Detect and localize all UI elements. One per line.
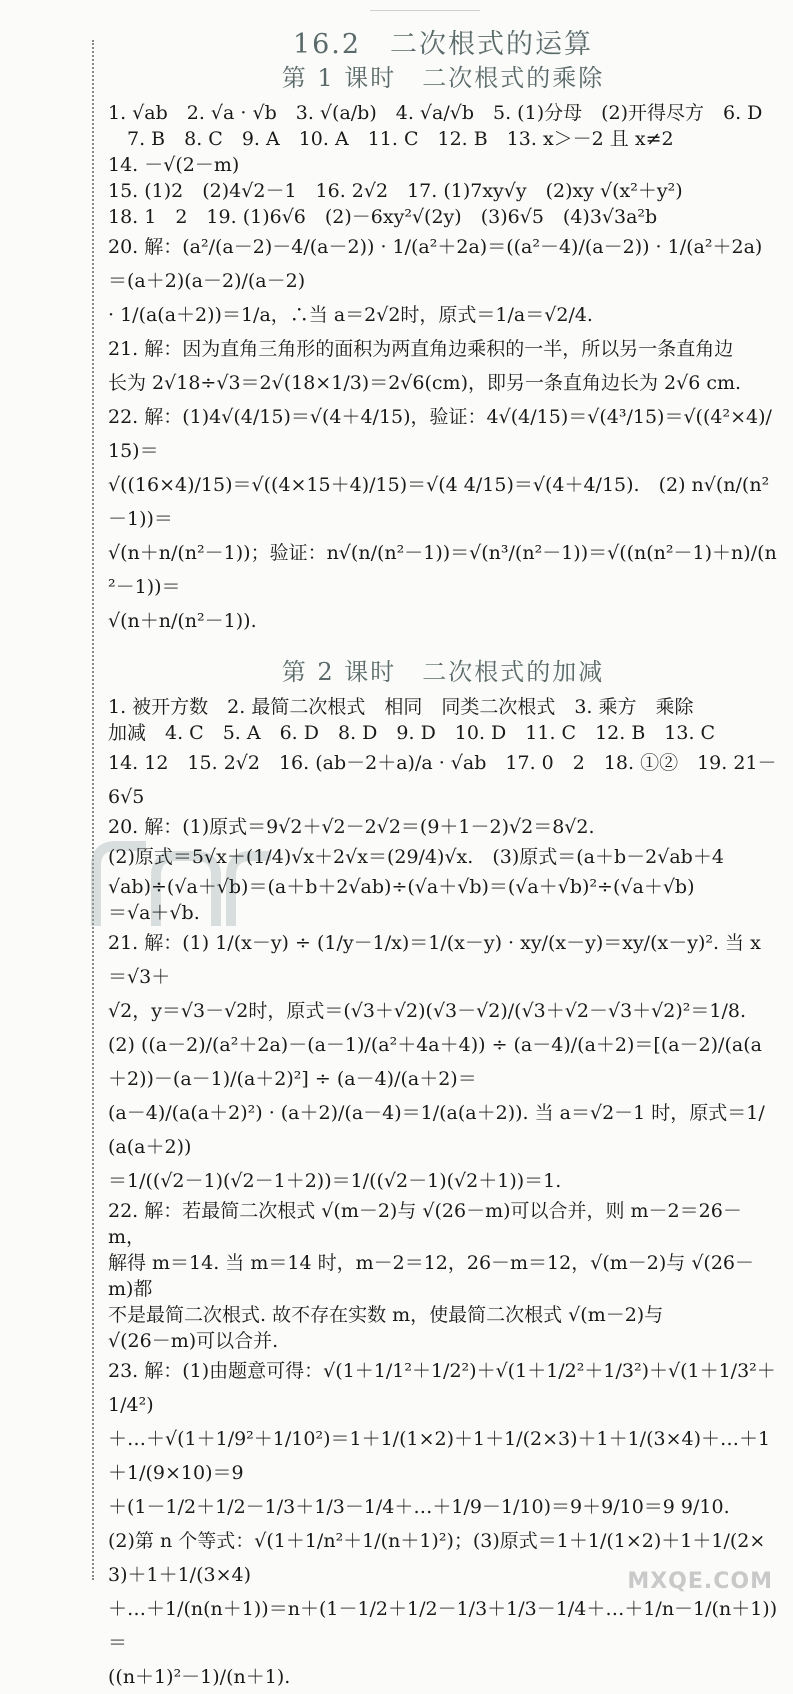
lesson1-answers	[108, 100, 778, 638]
answer-line: ＋…＋√(1＋1/9²＋1/10²)＝1＋1/(1×2)＋1＋1/(2×3)＋1＋1/(3×4)＋…＋1＋1/(9×10)＝9	[108, 1428, 771, 1484]
answer-line: 15. (1)2 (2)4√2－1 16. 2√2 17. (1)7xy√y (2)xy √(x²＋y²)	[108, 180, 683, 202]
answer-line: 21. 解：(1) 1/(x－y) ÷ (1/y－1/x)＝1/(x－y) · xy/(x－y)＝xy/(x－y)². 当 x＝√3＋	[108, 932, 761, 988]
answer-line: ＋(1－1/2＋1/2－1/3＋1/3－1/4＋…＋1/9－1/10)＝9＋9/10＝9 9/10.	[108, 1496, 730, 1518]
answer-line: 20. 解：(a²/(a－2)－4/(a－2)) · 1/(a²＋2a)＝((a²－4)/(a－2)) · 1/(a²＋2a)＝(a＋2)(a－2)/(a－2)	[108, 236, 763, 292]
answer-line: 1. √ab 2. √a · √b 3. √(a/b) 4. √a/√b 5. (1)分母 (2)开得尽方 6. D	[108, 102, 763, 124]
answer-line: (2) ((a－2)/(a²＋2a)－(a－1)/(a²＋4a＋4)) ÷ (a－4)/(a＋2)＝[(a－2)/(a(a＋2))－(a－1)/(a＋2)²] ÷ (a－4)/(a＋2)＝	[108, 1034, 762, 1090]
watermark-text: MXQE.COM	[627, 1569, 773, 1594]
answer-line: 18. 1 2 19. (1)6√6 (2)－6xy²√(2y) (3)6√5 (4)3√3a²b	[108, 206, 658, 228]
answer-line: 加减 4. C 5. A 6. D 8. D 9. D 10. D 11. C 12. B 13. C	[108, 722, 716, 744]
lesson2-title: 第 2 课时 二次根式的加减	[281, 658, 605, 686]
answer-line: ((n＋1)²－1)/(n＋1).	[108, 1666, 291, 1688]
lesson2-answers	[108, 694, 778, 1694]
lesson1-title: 第 1 课时 二次根式的乘除	[281, 64, 605, 92]
answer-line: (2)原式＝5√x＋(1/4)√x＋2√x＝(29/4)√x. (3)原式＝(a＋b－2√ab＋4	[108, 846, 724, 868]
answer-line: 22. 解：(1)4√(4/15)＝√(4＋4/15)，验证：4√(4/15)＝√(4³/15)＝√((4²×4)/15)＝	[108, 406, 772, 462]
answer-line: 23. 解：(1)由题意可得：√(1＋1/1²＋1/2²)＋√(1＋1/2²＋1/3²)＋√(1＋1/3²＋1/4²)	[108, 1360, 776, 1416]
answer-page	[108, 28, 778, 1694]
answer-line: √2，y＝√3－√2时，原式＝(√3＋√2)(√3－√2)/(√3＋√2－√3＋√2)²＝1/8.	[108, 1000, 746, 1022]
margin-dotted-rule	[92, 40, 94, 1580]
answer-line: · 1/(a(a＋2))＝1/a，∴当 a＝2√2时，原式＝1/a＝√2/4.	[108, 304, 593, 326]
section-title: 16.2 二次根式的运算	[292, 29, 594, 60]
answer-line: 14. －√(2－m)	[108, 154, 240, 176]
answer-line: √(n＋n/(n²－1))；验证：n√(n/(n²－1))＝√(n³/(n²－1))＝√((n(n²－1)＋n)/(n²－1))＝	[108, 542, 777, 598]
answer-line: 14. 12 15. 2√2 16. (ab－2＋a)/a · √ab 17. 0 2 18. ①② 19. 21－6√5	[108, 752, 777, 808]
answer-line: ＝√a＋√b.	[108, 902, 200, 924]
answer-line: 解得 m＝14. 当 m＝14 时，m－2＝12，26－m＝12，√(m－2)与 √(26－m)都	[108, 1252, 755, 1300]
answer-line: 7. B 8. C 9. A 10. A 11. C 12. B 13. x＞－2 且 x≠2	[108, 128, 674, 150]
answer-line: √((16×4)/15)＝√((4×15＋4)/15)＝√(4 4/15)＝√(4＋4/15). (2) n√(n/(n²－1))＝	[108, 474, 770, 530]
answer-line: √ab)÷(√a＋√b)＝(a＋b＋2√ab)÷(√a＋√b)＝(√a＋√b)²÷(√a＋√b)	[108, 876, 695, 898]
answer-line: 不是最简二次根式. 故不存在实数 m，使最简二次根式 √(m－2)与	[108, 1304, 664, 1326]
answer-line: 20. 解：(1)原式＝9√2＋√2－2√2＝(9＋1－2)√2＝8√2.	[108, 816, 595, 838]
scan-top-mark	[370, 0, 480, 11]
answer-line: (a－4)/(a(a＋2)²) · (a＋2)/(a－4)＝1/(a(a＋2)). 当 a＝√2－1 时，原式＝1/(a(a＋2))	[108, 1102, 765, 1158]
answer-line: 21. 解：因为直角三角形的面积为两直角边乘积的一半，所以另一条直角边	[108, 338, 734, 360]
answer-line: 长为 2√18÷√3＝2√(18×1/3)＝2√6(cm)，即另一条直角边长为 2√6 cm.	[108, 372, 742, 394]
answer-line: (2)第 n 个等式：√(1＋1/n²＋1/(n＋1)²)；(3)原式＝1＋1/(1×2)＋1＋1/(2×3)＋1＋1/(3×4)	[108, 1530, 766, 1586]
answer-line: √(n＋n/(n²－1)).	[108, 610, 257, 632]
answer-line: 1. 被开方数 2. 最简二次根式 相同 同类二次根式 3. 乘方 乘除	[108, 696, 694, 718]
answer-line: √(26－m)可以合并.	[108, 1330, 279, 1352]
answer-line: ＝1/((√2－1)(√2－1＋2))＝1/((√2－1)(√2＋1))＝1.	[108, 1170, 562, 1192]
answer-line: 22. 解：若最简二次根式 √(m－2)与 √(26－m)可以合并，则 m－2＝26－m，	[108, 1200, 742, 1248]
answer-line: ＋…＋1/(n(n＋1))＝n＋(1－1/2＋1/2－1/3＋1/3－1/4＋…＋1/n－1/(n＋1))＝	[108, 1598, 778, 1654]
